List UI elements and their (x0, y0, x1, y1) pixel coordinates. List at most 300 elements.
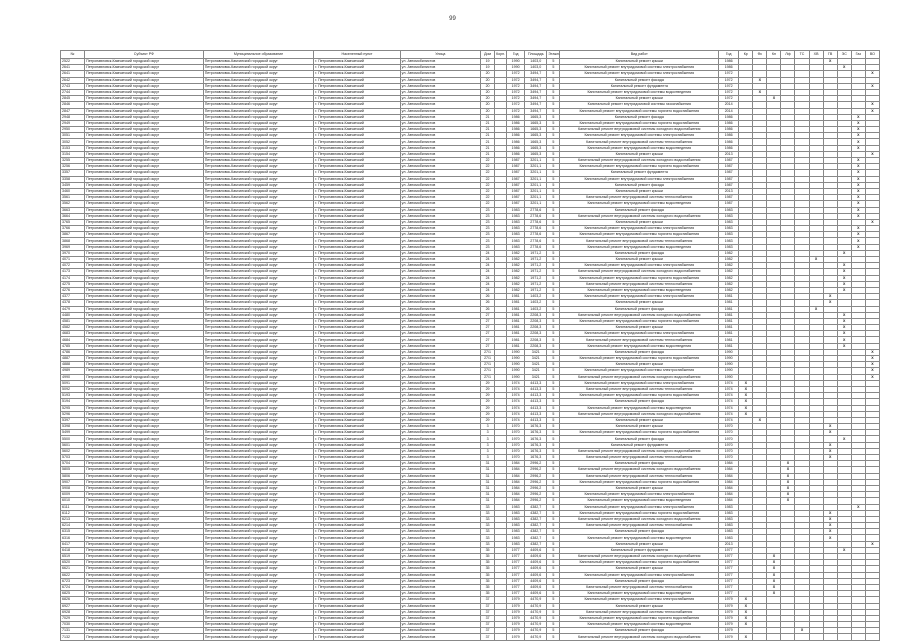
cell-f: 5 (547, 362, 560, 368)
cell-mo: Петропавловск-Камчатский городской округ (203, 560, 314, 566)
cell-st: ул. Автомобилистов (400, 380, 480, 386)
cell-np: г. Петропавловск-Камчатский (314, 96, 400, 102)
cell-np: г. Петропавловск-Камчатский (314, 318, 400, 324)
cell-subj: Петропавловск-Камчатский городской округ (85, 609, 204, 615)
mark-cell (795, 634, 809, 640)
cell-np: г. Петропавловск-Камчатский (314, 188, 400, 194)
cell-f: 5 (547, 572, 560, 578)
cell-np: г. Петропавловск-Камчатский (314, 405, 400, 411)
cell-yr: 1974 (719, 399, 739, 405)
cell-subj: Петропавловск-Камчатский городской округ (85, 275, 204, 281)
cell-h: 37 (481, 603, 495, 609)
cell-subj: Петропавловск-Камчатский городской округ (85, 615, 204, 621)
cell-h: 24 (481, 287, 495, 293)
cell-yr: 1974 (719, 417, 739, 423)
cell-h: 22 (481, 188, 495, 194)
cell-y: 1972 (507, 89, 525, 95)
cell-subj: Петропавловск-Камчатский городской округ (85, 71, 204, 77)
cell-h: 22 (481, 158, 495, 164)
cell-st: ул. Автомобилистов (400, 467, 480, 473)
cell-f: 5 (547, 133, 560, 139)
cell-id: 6213 (61, 516, 85, 522)
mark-cell: X (865, 71, 879, 77)
cell-h: 20 (481, 96, 495, 102)
cell-h: 21 (481, 145, 495, 151)
cell-st: ул. Автомобилистов (400, 108, 480, 114)
cell-id: 4888 (61, 362, 85, 368)
cell-w: Капитальный ремонт крыши (560, 424, 719, 430)
cell-yr: 1972 (719, 96, 739, 102)
cell-subj: Петропавловск-Камчатский городской округ (85, 591, 204, 597)
cell-id: 3765 (61, 219, 85, 225)
column-header: Населенный пункт (314, 51, 400, 59)
cell-subj: Петропавловск-Камчатский городской округ (85, 133, 204, 139)
cell-id: 3970 (61, 250, 85, 256)
cell-np: г. Петропавловск-Камчатский (314, 578, 400, 584)
cell-h: 37 (481, 615, 495, 621)
cell-yr: 1984 (719, 498, 739, 504)
cell-y: 1987 (507, 164, 525, 170)
cell-yr: 1972 (719, 89, 739, 95)
cell-subj: Петропавловск-Камчатский городской округ (85, 634, 204, 640)
cell-np: г. Петропавловск-Камчатский (314, 213, 400, 219)
cell-f: 5 (547, 195, 560, 201)
cell-f: 5 (547, 380, 560, 386)
cell-np: г. Петропавловск-Камчатский (314, 139, 400, 145)
cell-w: Капитальный ремонт внутридомовой системы теплоснабжения (560, 609, 719, 615)
cell-h: 3 (481, 436, 495, 442)
cell-w: Капитальный ремонт внутридомовой системы электроснабжения (560, 176, 719, 182)
cell-yr: 1979 (719, 634, 739, 640)
cell-id: 5602 (61, 448, 85, 454)
cell-a: 1676,3 (525, 448, 547, 454)
cell-st: ул. Автомобилистов (400, 96, 480, 102)
cell-mo: Петропавловск-Камчатский городской округ (203, 399, 314, 405)
cell-np: г. Петропавловск-Камчатский (314, 547, 400, 553)
cell-w: Капитальный ремонт внутридомовой системы водоотведения (560, 287, 719, 293)
cell-st: ул. Автомобилистов (400, 139, 480, 145)
cell-f: 5 (547, 120, 560, 126)
cell-h: 20 (481, 77, 495, 83)
cell-subj: Петропавловск-Камчатский городской округ (85, 195, 204, 201)
cell-mo: Петропавловск-Камчатский городской округ (203, 71, 314, 77)
cell-st: ул. Автомобилистов (400, 584, 480, 590)
mark-cell: X (767, 560, 781, 566)
cell-mo: Петропавловск-Камчатский городской округ (203, 380, 314, 386)
cell-subj: Петропавловск-Камчатский городской округ (85, 374, 204, 380)
cell-id: 5805 (61, 467, 85, 473)
cell-w: Капитальный ремонт внутридомовой системы электроснабжения (560, 504, 719, 510)
mark-cell: X (781, 492, 795, 498)
cell-y: 1987 (507, 201, 525, 207)
cell-h: 37 (481, 609, 495, 615)
cell-w: Капитальный ремонт фасада (560, 114, 719, 120)
cell-id: 4684 (61, 337, 85, 343)
cell-h: 33 (481, 541, 495, 547)
cell-subj: Петропавловск-Камчатский городской округ (85, 473, 204, 479)
mark-cell: X (753, 89, 767, 95)
cell-h: 37 (481, 622, 495, 628)
cell-id: 4377 (61, 294, 85, 300)
cell-id: 6418 (61, 547, 85, 553)
mark-cell: X (739, 615, 753, 621)
cell-h: 27 (481, 318, 495, 324)
cell-subj: Петропавловск-Камчатский городской округ (85, 622, 204, 628)
cell-subj: Петропавловск-Камчатский городской округ (85, 164, 204, 170)
mark-cell: X (767, 578, 781, 584)
cell-mo: Петропавловск-Камчатский городской округ (203, 96, 314, 102)
cell-subj: Петропавловск-Камчатский городской округ (85, 399, 204, 405)
cell-st: ул. Автомобилистов (400, 609, 480, 615)
cell-id: 5296 (61, 411, 85, 417)
cell-y: 1990 (507, 356, 525, 362)
cell-mo: Петропавловск-Камчатский городской округ (203, 188, 314, 194)
cell-a: 1971,2 (525, 287, 547, 293)
column-header: Муниципальное образование (203, 51, 314, 59)
cell-y: 1970 (507, 424, 525, 430)
cell-subj: Петропавловск-Камчатский городской округ (85, 244, 204, 250)
cell-subj: Петропавловск-Камчатский городской округ (85, 312, 204, 318)
cell-y: 1983 (507, 504, 525, 510)
cell-id: 6622 (61, 572, 85, 578)
cell-y: 1987 (507, 170, 525, 176)
mark-cell: X (851, 145, 865, 151)
cell-id: 3867 (61, 232, 85, 238)
cell-np: г. Петропавловск-Камчатский (314, 349, 400, 355)
cell-w: Капитальный ремонт внутридомовой системы электроснабжения (560, 263, 719, 269)
cell-w: Капитальный ремонт фасада (560, 628, 719, 634)
column-header: Улица (400, 51, 480, 59)
cell-st: ул. Автомобилистов (400, 331, 480, 337)
mark-cell: X (823, 510, 837, 516)
mark-cell: X (851, 213, 865, 219)
cell-f: 5 (547, 139, 560, 145)
cell-w: Капитальный ремонт крыши (560, 151, 719, 157)
cell-f: 5 (547, 207, 560, 213)
cell-h: 20 (481, 83, 495, 89)
cell-y: 1977 (507, 591, 525, 597)
cell-np: г. Петропавловск-Камчатский (314, 300, 400, 306)
cell-subj: Петропавловск-Камчатский городской округ (85, 77, 204, 83)
mark-cell: X (837, 325, 851, 331)
cell-y: 1977 (507, 547, 525, 553)
cell-h: 22 (481, 182, 495, 188)
cell-a: 1676,3 (525, 424, 547, 430)
cell-id: 4581 (61, 318, 85, 324)
cell-w: Капитальный ремонт внутридомовой системы теплоснабжения (560, 139, 719, 145)
cell-w: Капитальный ремонт внутридомовой системы горячего водоснабжения (560, 430, 719, 436)
cell-np: г. Петропавловск-Камчатский (314, 89, 400, 95)
cell-a: 1676,3 (525, 455, 547, 461)
cell-y: 1974 (507, 411, 525, 417)
cell-a: 4470,9 (525, 628, 547, 634)
cell-h: 29 (481, 386, 495, 392)
cell-h: 27 (481, 325, 495, 331)
cell-a: 4382,7 (525, 535, 547, 541)
cell-yr: 1982 (719, 269, 739, 275)
cell-yr: 2013 (719, 188, 739, 194)
cell-y: 1981 (507, 337, 525, 343)
cell-id: 4071 (61, 257, 85, 263)
mark-cell: X (837, 547, 851, 553)
cell-subj: Петропавловск-Камчатский городской округ (85, 207, 204, 213)
cell-w: Капитальный ремонт внутридомовой системы водоотведения (560, 405, 719, 411)
cell-y: 1987 (507, 176, 525, 182)
cell-subj: Петропавловск-Камчатский городской округ (85, 541, 204, 547)
cell-np: г. Петропавловск-Камчатский (314, 615, 400, 621)
cell-subj: Петропавловск-Камчатский городской округ (85, 219, 204, 225)
mark-cell: X (837, 337, 851, 343)
cell-yr: 1987 (719, 182, 739, 188)
cell-y: 1982 (507, 281, 525, 287)
cell-yr: 1984 (719, 485, 739, 491)
cell-y: 1984 (507, 467, 525, 473)
cell-np: г. Петропавловск-Камчатский (314, 158, 400, 164)
cell-w: Капитальный ремонт внутридомовой системы горячего водоснабжения (560, 318, 719, 324)
cell-f: 5 (547, 479, 560, 485)
cell-f: 5 (547, 232, 560, 238)
mark-cell: X (851, 238, 865, 244)
mark-cell: X (851, 188, 865, 194)
cell-h: 22 (481, 201, 495, 207)
cell-y: 1981 (507, 343, 525, 349)
cell-st: ул. Автомобилистов (400, 492, 480, 498)
cell-a: 3421 (525, 362, 547, 368)
repair-schedule-table-container (60, 50, 880, 639)
mark-cell: X (837, 312, 851, 318)
mark-cell: X (823, 523, 837, 529)
cell-w: Капитальный ремонт внутридомовой системы электроснабжения (560, 226, 719, 232)
cell-yr: 1977 (719, 578, 739, 584)
cell-yr: 1981 (719, 312, 739, 318)
cell-np: г. Петропавловск-Камчатский (314, 83, 400, 89)
cell-id: 7030 (61, 622, 85, 628)
cell-f: 5 (547, 485, 560, 491)
cell-id: 5194 (61, 399, 85, 405)
cell-h: 22 (481, 164, 495, 170)
cell-h: 31 (481, 479, 495, 485)
cell-mo: Петропавловск-Камчатский городской округ (203, 386, 314, 392)
cell-np: г. Петропавловск-Камчатский (314, 127, 400, 133)
cell-y: 1990 (507, 374, 525, 380)
cell-h: 23 (481, 226, 495, 232)
cell-y: 1990 (507, 368, 525, 374)
cell-mo: Петропавловск-Камчатский городской округ (203, 250, 314, 256)
cell-np: г. Петропавловск-Камчатский (314, 77, 400, 83)
cell-mo: Петропавловск-Камчатский городской округ (203, 83, 314, 89)
column-header: Лф (781, 51, 795, 59)
cell-id: 6214 (61, 523, 85, 529)
cell-a: 1676,3 (525, 442, 547, 448)
cell-w: Капитальный ремонт фундамента (560, 170, 719, 176)
cell-np: г. Петропавловск-Камчатский (314, 151, 400, 157)
cell-st: ул. Автомобилистов (400, 133, 480, 139)
mark-cell: X (851, 244, 865, 250)
cell-w: Капитальный ремонт внутридомовой системы электроснабжения (560, 331, 719, 337)
cell-mo: Петропавловск-Камчатский городской округ (203, 535, 314, 541)
mark-cell: X (865, 541, 879, 547)
cell-w: Капитальный ремонт внутридомовой системы холодного водоснабжения (560, 448, 719, 454)
cell-a: 1971,2 (525, 257, 547, 263)
cell-yr: 1972 (719, 71, 739, 77)
cell-subj: Петропавловск-Камчатский городской округ (85, 337, 204, 343)
cell-y: 1977 (507, 584, 525, 590)
cell-w: Капитальный ремонт внутридомовой системы холодного водоснабжения (560, 213, 719, 219)
cell-subj: Петропавловск-Камчатский городской округ (85, 529, 204, 535)
cell-a: 1971,2 (525, 269, 547, 275)
cell-st: ул. Автомобилистов (400, 77, 480, 83)
column-header: № (61, 51, 85, 59)
cell-a: 3421 (525, 356, 547, 362)
cell-np: г. Петропавловск-Камчатский (314, 424, 400, 430)
cell-a: 3421 (525, 349, 547, 355)
cell-np: г. Петропавловск-Камчатский (314, 343, 400, 349)
cell-np: г. Петропавловск-Камчатский (314, 516, 400, 522)
cell-mo: Петропавловск-Камчатский городской округ (203, 628, 314, 634)
cell-f: 5 (547, 294, 560, 300)
cell-h: 23 (481, 238, 495, 244)
cell-id: 3052 (61, 139, 85, 145)
cell-y: 1987 (507, 158, 525, 164)
cell-a: 1676,3 (525, 430, 547, 436)
cell-mo: Петропавловск-Камчатский городской округ (203, 213, 314, 219)
cell-y: 1972 (507, 96, 525, 102)
mark-cell: X (823, 442, 837, 448)
cell-w: Капитальный ремонт внутридомовой системы водоотведения (560, 201, 719, 207)
cell-st: ул. Автомобилистов (400, 89, 480, 95)
cell-y: 1983 (507, 535, 525, 541)
cell-a: 2208,3 (525, 318, 547, 324)
cell-h: 29 (481, 405, 495, 411)
cell-y: 1983 (507, 238, 525, 244)
cell-np: г. Петропавловск-Камчатский (314, 219, 400, 225)
cell-y: 1983 (507, 219, 525, 225)
cell-subj: Петропавловск-Камчатский городской округ (85, 467, 204, 473)
cell-y: 1974 (507, 417, 525, 423)
cell-yr: 1981 (719, 337, 739, 343)
cell-f: 5 (547, 170, 560, 176)
cell-st: ул. Автомобилистов (400, 417, 480, 423)
cell-id: 3969 (61, 244, 85, 250)
mark-cell: X (739, 597, 753, 603)
cell-a: 4470,9 (525, 603, 547, 609)
mark-cell: X (739, 411, 753, 417)
cell-h: 20 (481, 89, 495, 95)
cell-mo: Петропавловск-Камчатский городской округ (203, 102, 314, 108)
cell-yr: 1986 (719, 114, 739, 120)
cell-w: Капитальный ремонт внутридомовой системы холодного водоснабжения (560, 634, 719, 640)
cell-np: г. Петропавловск-Камчатский (314, 263, 400, 269)
cell-w: Капитальный ремонт внутридомовой системы холодного водоснабжения (560, 516, 719, 522)
cell-np: г. Петропавловск-Камчатский (314, 448, 400, 454)
cell-w: Капитальный ремонт внутридомовой системы электроснабжения (560, 368, 719, 374)
cell-y: 1983 (507, 529, 525, 535)
cell-f: 5 (547, 257, 560, 263)
cell-w: Капитальный ремонт внутридомовой системы горячего водоснабжения (560, 232, 719, 238)
cell-h: 29 (481, 417, 495, 423)
mark-cell: X (837, 287, 851, 293)
cell-st: ул. Автомобилистов (400, 572, 480, 578)
cell-mo: Петропавловск-Камчатский городской округ (203, 275, 314, 281)
cell-id: 6519 (61, 554, 85, 560)
cell-f: 5 (547, 584, 560, 590)
cell-y: 1981 (507, 331, 525, 337)
cell-subj: Петропавловск-Камчатский городской округ (85, 448, 204, 454)
cell-subj: Петропавловск-Камчатский городской округ (85, 516, 204, 522)
cell-f: 5 (547, 312, 560, 318)
cell-np: г. Петропавловск-Камчатский (314, 467, 400, 473)
cell-a: 1403,2 (525, 306, 547, 312)
cell-a: 4413,3 (525, 393, 547, 399)
cell-w: Капитальный ремонт внутридомовой системы электроснабжения (560, 597, 719, 603)
column-header: Газ (851, 51, 865, 59)
cell-w: Капитальный ремонт внутридомовой системы электроснабжения (560, 133, 719, 139)
cell-yr: 1977 (719, 591, 739, 597)
cell-w: Капитальный ремонт внутридомовой системы горячего водоснабжения (560, 108, 719, 114)
cell-yr: 1970 (719, 436, 739, 442)
cell-yr: 1984 (719, 492, 739, 498)
cell-id: 3561 (61, 195, 85, 201)
table-body (61, 59, 880, 641)
cell-yr: 1983 (719, 529, 739, 535)
cell-y: 1979 (507, 622, 525, 628)
cell-a: 1665,3 (525, 139, 547, 145)
cell-a: 4409,6 (525, 547, 547, 553)
cell-st: ул. Автомобилистов (400, 349, 480, 355)
cell-yr: 1983 (719, 516, 739, 522)
cell-w: Капитальный ремонт внутридомовой системы холодного водоснабжения (560, 554, 719, 560)
cell-y: 1970 (507, 448, 525, 454)
cell-id: 4378 (61, 300, 85, 306)
mark-cell: X (823, 455, 837, 461)
cell-w: Капитальный ремонт внутридомовой системы горячего водоснабжения (560, 275, 719, 281)
mark-cell: X (739, 634, 753, 640)
cell-subj: Петропавловск-Камчатский городской округ (85, 263, 204, 269)
cell-y: 1984 (507, 498, 525, 504)
cell-st: ул. Автомобилистов (400, 393, 480, 399)
cell-mo: Петропавловск-Камчатский городской округ (203, 405, 314, 411)
cell-a: 1971,2 (525, 275, 547, 281)
cell-a: 4409,6 (525, 572, 547, 578)
cell-st: ул. Автомобилистов (400, 318, 480, 324)
column-header: Год (719, 51, 739, 59)
mark-cell: X (767, 566, 781, 572)
cell-st: ул. Автомобилистов (400, 479, 480, 485)
cell-st: ул. Автомобилистов (400, 529, 480, 535)
cell-st: ул. Автомобилистов (400, 201, 480, 207)
mark-cell: X (837, 436, 851, 442)
cell-subj: Петропавловск-Камчатский городской округ (85, 250, 204, 256)
cell-yr: 1982 (719, 257, 739, 263)
mark-cell: X (851, 133, 865, 139)
cell-id: 7029 (61, 615, 85, 621)
cell-w: Капитальный ремонт внутридомовой системы холодного водоснабжения (560, 158, 719, 164)
cell-mo: Петропавловск-Камчатский городской округ (203, 362, 314, 368)
table-row (61, 634, 880, 640)
cell-subj: Петропавловск-Камчатский городской округ (85, 139, 204, 145)
cell-w: Капитальный ремонт внутридомовой системы горячего водоснабжения (560, 510, 719, 516)
cell-np: г. Петропавловск-Камчатский (314, 281, 400, 287)
cell-yr: 1977 (719, 554, 739, 560)
cell-w: Капитальный ремонт крыши (560, 485, 719, 491)
cell-mo: Петропавловск-Камчатский городской округ (203, 448, 314, 454)
cell-w: Капитальный ремонт крыши (560, 541, 719, 547)
cell-a: 3201,1 (525, 170, 547, 176)
cell-subj: Петропавловск-Камчатский городской округ (85, 535, 204, 541)
cell-mo: Петропавловск-Камчатский городской округ (203, 244, 314, 250)
cell-a: 1971,2 (525, 281, 547, 287)
cell-yr: 1970 (719, 430, 739, 436)
